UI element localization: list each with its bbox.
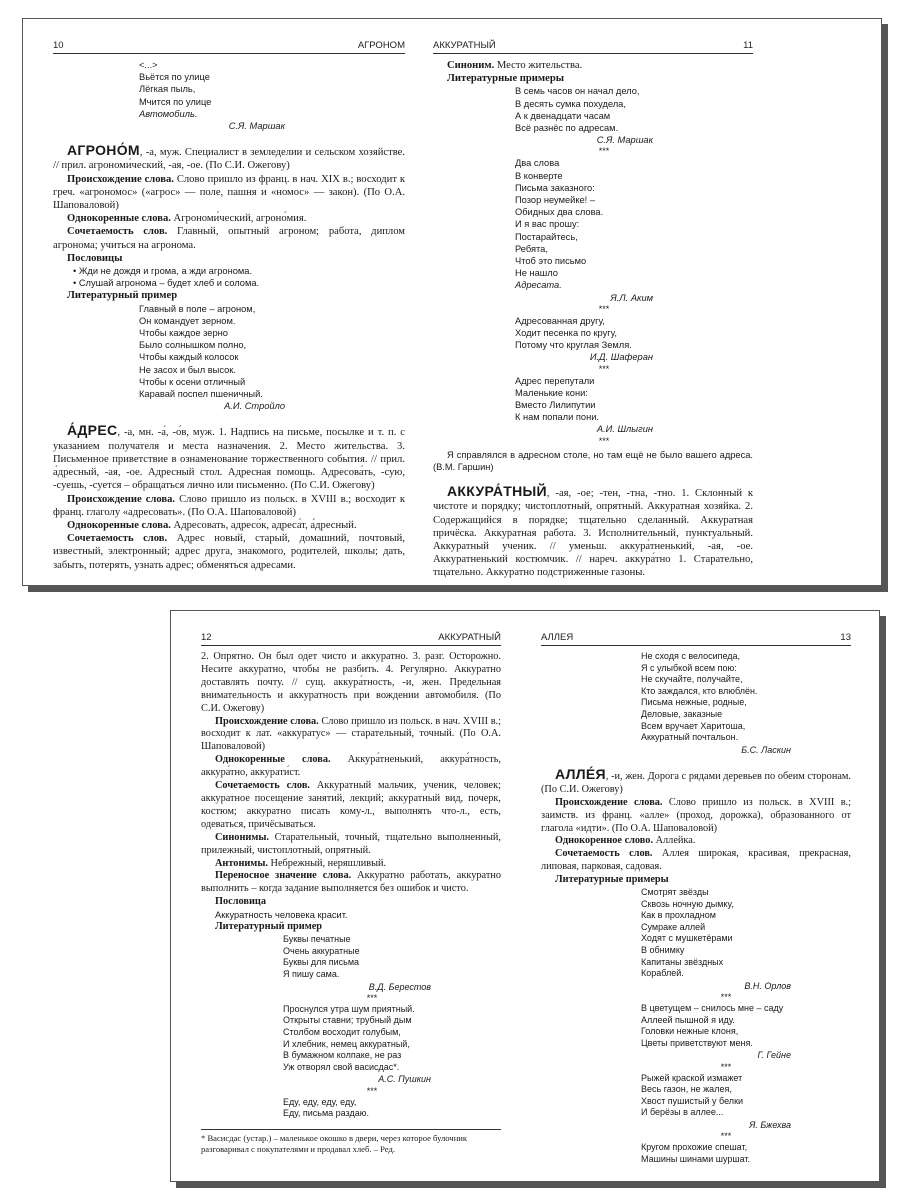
headword: АГРОНО́М xyxy=(67,142,140,159)
poem-line: Ходят с мушкетёрами xyxy=(641,933,733,944)
poem-line: Лёгкая пыль, xyxy=(139,84,196,95)
lit-examples-label: Литературные примеры xyxy=(447,73,564,85)
page-header xyxy=(201,631,501,646)
poem-line: Кораблей. xyxy=(641,968,684,979)
running-head: АККУРАТНЫЙ xyxy=(433,40,496,51)
poem-line: Буквы печатные xyxy=(283,934,351,945)
proverb: • Жди не дождя и грома, а жди агронома. xyxy=(73,266,253,277)
poem-line: Цветы приветствуют меня. xyxy=(641,1037,753,1048)
entry-continuation: 2. Опрятно. Он был одет чисто и аккуратно. 3. разг. Осторожно. Несите аккуратно, чтобы не разбить. 4. Регулярно. Аккуратно доставлять почту. // сущ. аккура́тность, -и, жен. Предельная внимательность и аккуратность при вождении автомобиля. (По С.И. Ожегову) xyxy=(201,651,501,714)
entry-akkuratny: АККУРА́ТНЫЙ, -ая, -ое; -тен, -тна, -тно. 1. Склонный к чистоте и порядку; чистоплотный, опрятный. Аккуратная хозяйка. 2. Содержащийся в порядке; тщательно сделанный. Аккуратная причёска. Аккуратная работа. 3. Исполнительный, пунктуальный. Аккуратный ученик. // уменьш. аккура́тненький, -ая, -ое. Аккуратненький костюмчик. // нареч. аккура́тно 1. Старательно, тщательно. Аккуратно подстриженные газоны. xyxy=(433,483,753,579)
poem-line: Кто заждался, кто влюблён. xyxy=(641,685,758,696)
poem-line: Проснулся утра шум приятный. xyxy=(283,1003,415,1014)
headword: А́ДРЕС xyxy=(67,422,118,439)
poem-line: Два слова xyxy=(515,158,560,169)
poem-line: Столбом восходит голубым, xyxy=(283,1027,401,1037)
poem-line: Потому что круглая Земля. xyxy=(515,340,632,351)
poem-line: Рыжей краской измажет xyxy=(641,1072,743,1083)
running-head: АЛЛЕЯ xyxy=(541,632,574,643)
poem-line: Не сходя с велосипеда, xyxy=(641,651,741,661)
poem-line: Я пишу сама. xyxy=(283,969,340,980)
poem-author: В.Д. Берестов xyxy=(368,981,431,992)
entry-alleya: АЛЛЕ́Я, -и, жен. Дорога с рядами деревьев по обеим сторонам. (По С.И. Ожегову) xyxy=(541,765,851,795)
poem-line: Автомобиль. xyxy=(139,108,198,119)
poem-line: Я с улыбкой всем пою: xyxy=(641,662,737,673)
poem-line: Чтоб это письмо xyxy=(515,256,587,267)
poem-line: Не нашло xyxy=(515,268,558,279)
entry-agronom: АГРОНО́М, -а, муж. Специалист в земледелии и сельском хозяйстве. // прил. агрономи́ческий, -ая, -ое. (По С.И. Ожегову) xyxy=(53,142,405,172)
poem-line: А к двенадцати часам xyxy=(515,110,611,121)
poem-line: Кругом прохожие спешат, xyxy=(641,1142,748,1153)
separator-stars: *** xyxy=(720,1131,732,1142)
prose-example: Я справлялся в адресном столе, но там ещё не было вашего адреса. (В.М. Гаршин) xyxy=(433,449,753,472)
poem-author: А.И. Шлыгин xyxy=(596,424,653,435)
poem-line: Главный в поле – агроном, xyxy=(139,303,256,314)
page-number: 10 xyxy=(53,40,64,51)
poem-author: Б.С. Ласкин xyxy=(741,744,791,755)
page-header xyxy=(433,39,753,54)
headword: АККУРА́ТНЫЙ xyxy=(447,483,547,500)
page-10 xyxy=(53,19,405,585)
poem-line: Вьётся по улице xyxy=(139,72,210,83)
synonyms: Синонимы. Старательный, точный, тщательно выполненный, прилежный, чистоплотный, опрятный. xyxy=(201,831,501,856)
poem-author: А.И. Стройло xyxy=(224,401,285,412)
poem-line: Он командует зерном. xyxy=(139,315,236,326)
word-origin: Происхождение слова. Слово пришло из польск. в нач. XVIII в.; восходит к лат. «аккуратус» — старательный, точный. (По О.А. Шаповаловой) xyxy=(201,715,501,753)
poem-line: Чтобы каждое зерно xyxy=(139,328,228,339)
poem-line: В семь часов он начал дело, xyxy=(515,86,640,97)
poem-line: Головки нежные клоня, xyxy=(641,1026,739,1037)
page-13 xyxy=(541,611,851,1181)
poem-line: Аллеей пышной я иду. xyxy=(641,1014,735,1025)
collocations: Сочетаемость слов. Аккуратный мальчик, ученик, человек; аккуратное посещение занятий, лекций; аккуратный вид, почерк, костюм; аккуратно писать кому-л., выполнять что-л., есть, одеваться, причёсываться. xyxy=(201,780,501,830)
lit-examples-label: Литературные примеры xyxy=(555,874,669,886)
poem-line: Письма нежные, родные, xyxy=(641,697,747,708)
poem-line: Всем вручает Харитоша, xyxy=(641,720,746,731)
poem xyxy=(541,887,851,1165)
collocations: Сочетаемость слов. Главный, опытный агроном; работа, диплом агронома; учиться на агронома. xyxy=(53,226,405,251)
poem-line: Сумраке аллей xyxy=(641,921,706,932)
word-origin: Происхождение слова. Слово пришло из франц. в нач. XIX в.; восходит к греч. «агрономос» («агрос» — поле, пашня и «номос» — закон). (По О.А. Шаповаловой) xyxy=(53,173,405,212)
lit-example-label: Литературный пример xyxy=(215,921,323,933)
poem-line: Еду, еду, еду, еду, xyxy=(283,1096,357,1107)
poem-line: Чтобы к осени отличный xyxy=(139,376,246,387)
proverb: Аккуратность человека красит. xyxy=(215,910,348,921)
poem-author: Я. Бжехва xyxy=(749,1120,791,1131)
cognates: Однокоренные слова. Адресовать, адресо́к, адреса́т, а́дресный. xyxy=(67,519,357,531)
proverbs-label: Пословицы xyxy=(67,252,123,264)
poem-line: Постарайтесь, xyxy=(515,231,578,242)
cognates: Однокоренные слова. Агрономи́ческий, агроно́мия. xyxy=(67,213,307,225)
poem-author: А.С. Пушкин xyxy=(378,1074,431,1085)
word-origin: Происхождение слова. Слово пришло из польск. в XVIII в.; заимств. из франц. «алле» (проход, дорожка), образованного от глагола «идти». (По О.А. Шаповаловой) xyxy=(541,796,851,834)
poem-line: В бумажном колпаке, не раз xyxy=(283,1050,402,1061)
poem-author: С.Я. Маршак xyxy=(596,135,653,146)
poem-line: Смотрят звёзды xyxy=(641,887,709,898)
poem-line: Капитаны звёздных xyxy=(641,956,724,967)
poem-line: <...> xyxy=(139,60,158,70)
poem-line: Чтобы каждый колосок xyxy=(139,352,239,363)
separator-stars: *** xyxy=(366,1085,378,1096)
separator-stars: *** xyxy=(720,1061,732,1072)
poem-line: И хлебник, немец аккуратный, xyxy=(283,1038,410,1049)
poem-line: Адресата. xyxy=(515,280,562,291)
page-body xyxy=(541,651,851,1165)
poem-line: Как в прохладном xyxy=(641,910,716,921)
poem-line: Машины шинами шуршат. xyxy=(641,1153,751,1164)
proverb: • Слушай агронома – будет хлеб и солома. xyxy=(73,278,260,289)
poem-line: Позор неумейке! – xyxy=(515,195,596,206)
synonym: Синоним. Место жительства. xyxy=(447,60,583,71)
poem-line: В конверте xyxy=(515,170,563,181)
separator-stars: *** xyxy=(598,303,610,314)
antonyms: Антонимы. Небрежный, неряшливый. xyxy=(215,857,387,869)
spread-pages-10-11 xyxy=(22,18,882,586)
separator-stars: *** xyxy=(598,146,610,157)
poem-line: Вместо Лилипутии xyxy=(515,400,596,411)
poem-author: Г. Гейне xyxy=(757,1050,791,1061)
poem-line: Адрес перепутали xyxy=(515,375,595,386)
poem-line: Было солнышком полно, xyxy=(139,340,247,351)
poem-line: Всё разнёс по адресам. xyxy=(515,123,619,134)
page-number: 11 xyxy=(743,40,753,51)
separator-stars: *** xyxy=(720,992,732,1003)
page-body xyxy=(433,59,753,580)
page-number: 13 xyxy=(840,632,851,643)
poem-author: И.Д. Шаферан xyxy=(589,352,653,363)
poem xyxy=(201,934,501,1120)
poem-line: К нам попали пони. xyxy=(515,412,600,423)
poem xyxy=(53,303,405,413)
poem-line: В десять сумка похудела, xyxy=(515,98,626,109)
cognates: Однокоренное слово. Аллейка. xyxy=(555,835,696,847)
poem-line: Адресованная другу, xyxy=(515,315,605,326)
poem-line: Буквы для письма xyxy=(283,957,360,968)
poem-line: Ходит песенка по кругу, xyxy=(515,328,617,339)
poem-line: Открыты ставни; трубный дым xyxy=(283,1015,412,1026)
poem-line: Обидных два слова. xyxy=(515,207,604,218)
word-origin: Происхождение слова. Слово пришло из польск. в XVIII в.; восходит к франц. глаголу «адресовать». (По О.А. Шаповаловой) xyxy=(53,493,405,518)
poem xyxy=(53,59,405,132)
page-header xyxy=(53,39,405,54)
headword: АЛЛЕ́Я xyxy=(555,765,606,782)
footnote: * Васисдас (устар.) – маленькое окошко в двери, через которое булочник разговаривал с покупателями и продавал хлеб. – Ред. xyxy=(201,1129,501,1155)
poem-line: И берёзы в аллее... xyxy=(641,1107,724,1118)
poem-line: Сквозь ночную дымку, xyxy=(641,898,734,909)
poem-line: Очень аккуратные xyxy=(283,945,360,956)
poem-line: Каравай поспел пшеничный. xyxy=(139,389,263,400)
entry-adres: А́ДРЕС, -а, мн. -а́, -о́в, муж. 1. Надпись на письме, посылке и т. п. с указанием получателя и места назначения. 2. Место жительства. 3. Письменное приветствие в ознаменование торжественного события. // прил. а́дресный, -ая, -ое. Адресный стол. Адресная помощь. Адресова́ть, -сую, -суешь, -суется – обращаться лично или письменно. (По С.И. Ожегову) xyxy=(53,422,405,492)
running-head: АККУРАТНЫЙ xyxy=(438,632,501,643)
poem xyxy=(541,651,851,756)
poem-line: В обнимку xyxy=(641,945,685,956)
poem-line: Письма заказного: xyxy=(515,182,595,193)
page-body xyxy=(53,59,405,572)
spread-pages-12-13 xyxy=(170,610,880,1182)
page-11 xyxy=(433,19,753,585)
figurative-meaning: Переносное значение слова. Аккуратно работать, аккуратно выполнить – когда задание выполняется без ошибок и чисто. xyxy=(201,870,501,895)
poem-line: Хвост пушистый у белки xyxy=(641,1095,744,1106)
poem-line: Аккуратный почтальон. xyxy=(641,732,739,743)
collocations: Сочетаемость слов. Аллея широкая, красивая, прекрасная, липовая, парковая, садовая. xyxy=(541,848,851,873)
lit-example-label: Литературный пример xyxy=(67,290,178,302)
poem-line: Не засох и был высок. xyxy=(139,364,236,375)
page-body xyxy=(201,651,501,1120)
proverbs-list xyxy=(53,265,405,289)
poem-author: С.Я. Маршак xyxy=(228,121,285,132)
poem-line: Мчится по улице xyxy=(139,96,212,107)
poem-line: И я вас прошу: xyxy=(515,219,580,230)
poem-line: Уж отворял свой васисдас*. xyxy=(283,1061,400,1072)
poem-author: В.Н. Орлов xyxy=(744,980,791,991)
separator-stars: *** xyxy=(598,435,610,446)
poem-line: Ребята, xyxy=(515,243,548,254)
running-head: АГРОНОМ xyxy=(357,40,405,51)
poem-line: Еду, письма раздаю. xyxy=(283,1108,369,1119)
proverb-label: Пословица xyxy=(215,896,266,908)
poem-line: Не скучайте, получайте, xyxy=(641,674,743,685)
separator-stars: *** xyxy=(366,992,378,1003)
poem-line: Маленькие кони: xyxy=(515,387,588,398)
poem xyxy=(433,85,753,446)
page-number: 12 xyxy=(201,632,212,643)
page-12 xyxy=(201,611,501,1181)
poem-author: Я.Л. Аким xyxy=(610,292,653,303)
poem-line: Деловые, заказные xyxy=(641,708,723,719)
poem-line: Весь газон, не жалея, xyxy=(641,1084,732,1095)
cognates: Однокоренные слова. Аккура́тненький, аккура́тность, аккура́тно, аккурати́ст. xyxy=(201,754,501,779)
separator-stars: *** xyxy=(598,363,610,374)
collocations: Сочетаемость слов. Адрес новый, старый, домашний, почтовый, известный, электронный; адрес друга, знакомого, родителей, школы; дать, забыть, потерять, узнать адрес; обменяться адресами. xyxy=(53,533,405,571)
page-header xyxy=(541,631,851,646)
poem-line: В цветущем – снилось мне – саду xyxy=(641,1003,784,1014)
